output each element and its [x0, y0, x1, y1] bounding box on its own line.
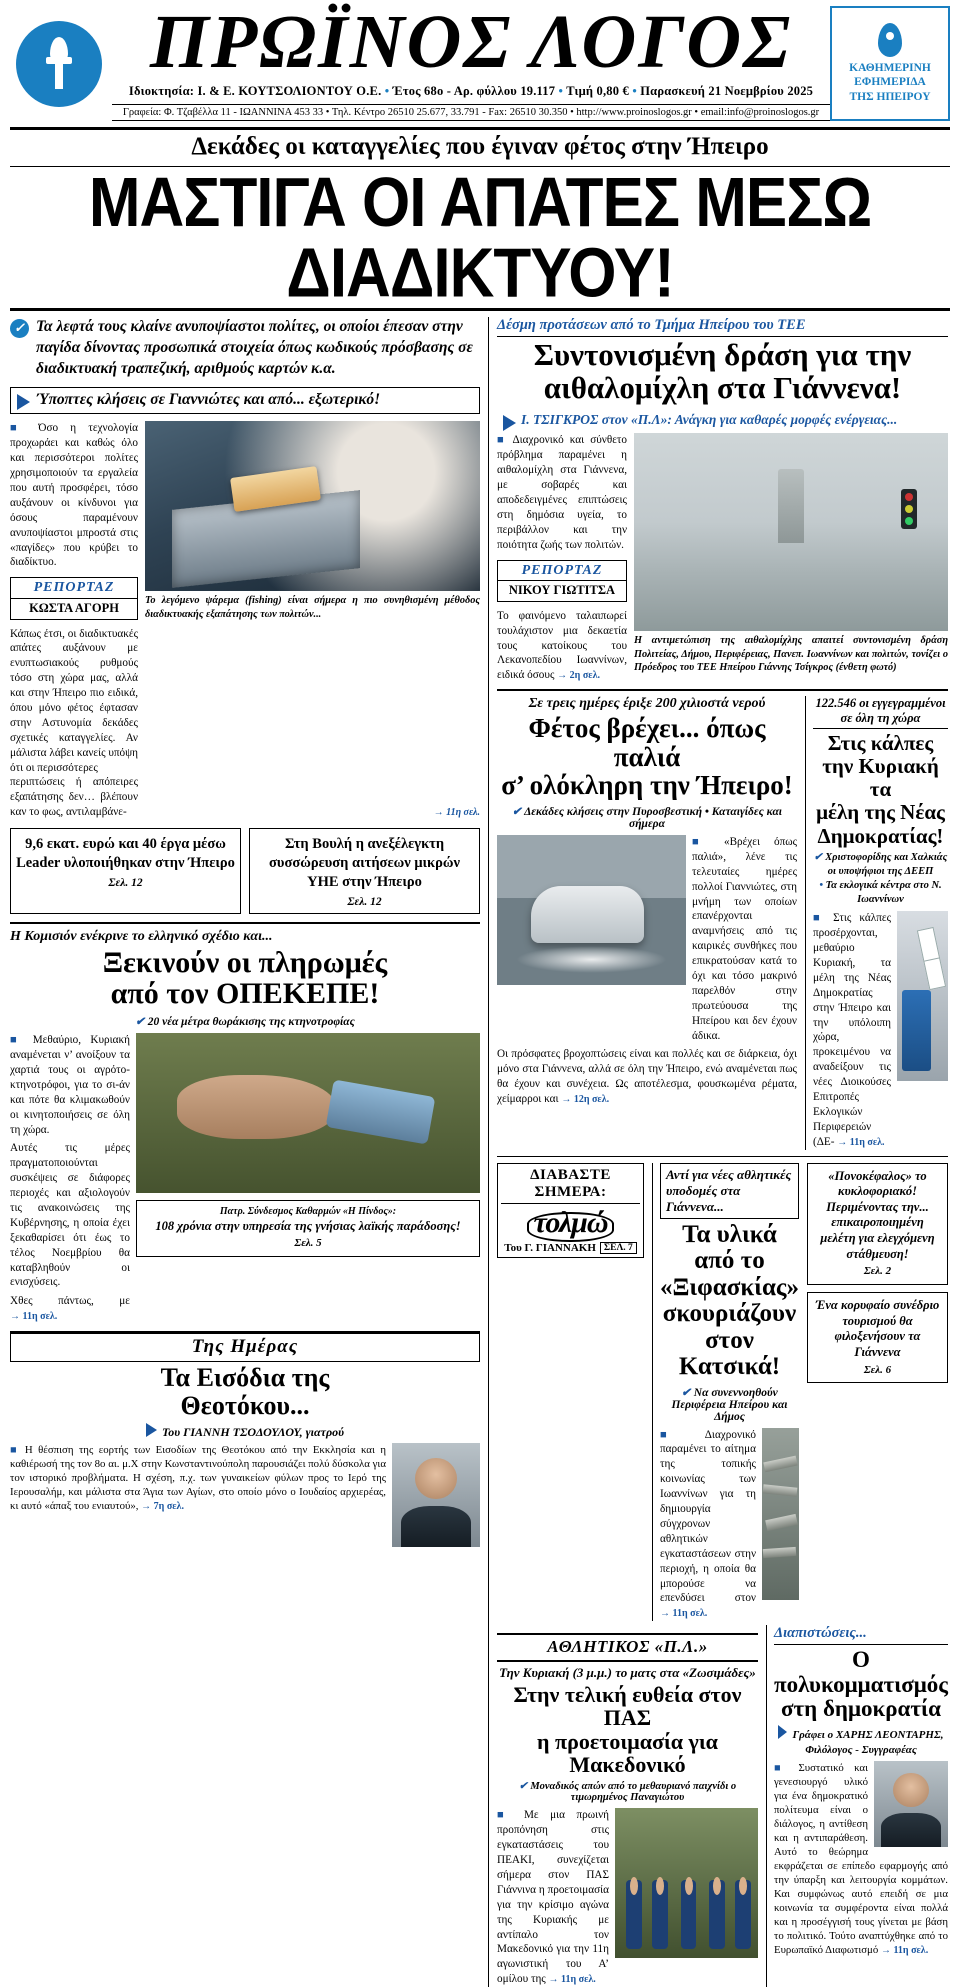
story-tee: [497, 317, 948, 684]
headline: Ο πολυκομματισμός στη δημοκρατία: [773, 1647, 949, 1721]
photo-online-fraud: [145, 421, 480, 591]
headline: Συντονισμένη δράση για την αιθαλομίχλη στα Γιάννενα!: [533, 336, 912, 405]
headline: Στην τελική ευθεία στον ΠΑΣ η προετοιμασία για Μακεδονικό: [513, 1682, 742, 1778]
paragraph: ■ Όσο η τεχνολογία προχωράει και καθώς όλο και περισσότεροι πολίτες χρησιμοποιούν τα εργαλεία που αυτή προσφέρει, τόσο αυξάνουν οι κίνδυνοι για όσους παραμένουν ανυποψίαστοι μπροστά στις «παγίδες» που κρύβει το διαδίκτυο.: [10, 422, 139, 569]
continue-link[interactable]: → 12η σελ.: [561, 1094, 610, 1106]
opekepe-text: [10, 1033, 130, 1324]
photo-author-portrait: [874, 1761, 948, 1847]
lead-subheadline: Ύποπτες κλήσεις σε Γιαννιώτες και από... εξωτερικό!: [10, 387, 480, 414]
play-triangle-icon: [17, 394, 30, 410]
kicker: Αντί για νέες αθλητικές υποδομές στα Γιάννενα...: [660, 1163, 799, 1219]
reportaz-label: ΡΕΠΟΡΤΑΖ: [498, 562, 626, 582]
rain-text: [692, 835, 797, 1043]
price: Τιμή 0,80 €: [566, 84, 629, 99]
reportaz-author: ΝΙΚΟΥ ΓΙΩΤΙΤΣΑ: [508, 583, 616, 598]
paragraph: Οι πρόσφατες βροχοπτώσεις είναι και πολλές και σε διάρκεια, όχι μόνο στα Γιάννενα, αλλά σε όλη την Ήπειρο, ενώ αναμένεται πως θα έχουν και συνέχεια. Ως αποτέλεσμα, φουσκωμένα ρέματα, χείμαρροι και → 12η σελ.: [497, 1048, 797, 1106]
story-rain: [497, 696, 797, 1149]
torch-icon: [42, 37, 76, 91]
reportaz-box: [10, 577, 138, 619]
badge-line-3: ΤΗΣ ΗΠΕΙΡΟΥ: [849, 90, 931, 103]
reportaz-label: ΡΕΠΟΡΤΑΖ: [11, 579, 137, 599]
kicker: Την Κυριακή (3 μ.μ.) το ματς στα «Ζωσιμάδες»: [499, 1665, 756, 1681]
diavaste-header: ΔΙΑΒΑΣΤΕ ΣΗΜΕΡΑ:: [501, 1167, 640, 1204]
continue-link[interactable]: → 11η σελ.: [10, 1311, 58, 1323]
subheadline: Ι. ΤΣΙΓΚΡΟΣ στον «Π.Λ»: Ανάγκη για καθαρές μορφές ενέργειας...: [497, 412, 948, 428]
photo-foggy-city: [634, 433, 948, 631]
paragraph: Αυτές τις μέρες πραγματοποιούνται συσκέψεις σε διάφορες περιοχές και αξιολογούν τις ανακοινώσεις της Κυβέρνησης, η οποία έχει ξεκαθαρίσει ότι έως το τέλος Νοεμβρίου θα καταβληθούν οι ενισχύσεις.: [10, 1142, 130, 1289]
story-athlitikos: [497, 1625, 758, 1987]
logo: [10, 6, 108, 121]
main-headline: ΜΑΣΤΙΓΑ ΟΙ ΑΠΑΤΕΣ ΜΕΣΩ ΔΙΑΔΙΚΤΥΟΥ!: [88, 164, 872, 313]
main-story: [10, 421, 480, 775]
photo-rusting-materials: [762, 1428, 799, 1600]
headline: Τα υλικά από το «Ξιφασκίας» σκουριάζουν στον Κατσικά!: [660, 1220, 799, 1381]
kicker: 122.546 οι εγγεγραμμένοι σε όλη τη χώρα: [813, 696, 948, 729]
paragraph: ■ Μεθαύριο, Κυριακή αναμένεται ν’ ανοίξουν τα χαρτιά τους οι αγρότο-κτηνοτρόφοι, για το σι-άν και πότε θα κλιμακωθούν οι κινητοποιήσεις σε όλη τη χώρα.: [10, 1034, 130, 1136]
box-small-hydro[interactable]: Στη Βουλή η ανεξέλεγκτη συσσώρευση αιτήσεων μικρών ΥΗΕ στην Ήπειρο Σελ. 12: [249, 828, 480, 913]
paragraph: Το φαινόμενο ταλαιπωρεί τουλάχιστον μια δεκαετία τους κατοίκους του Λεκανοπεδίου Ιωαννίνων, ειδικά όσους → 2η σελ.: [497, 609, 627, 682]
photo-caption: Η αντιμετώπιση της αιθαλομίχλης απαιτεί συντονισμένη δράση Πολιτείας, Δήμου, Περιφέρειας, Πανεπ. Ιωαννίνων και πολιτών, τονίζει ο Πρόεδρος του ΤΕΕ Ηπείρου Γιάννης Τσίγκρος (ένθετη φωτό): [634, 635, 948, 674]
right-column: [488, 317, 948, 1987]
box-traffic[interactable]: «Πονοκέφαλος» το κυκλοφοριακό! Περιμένοντας την... επικαιροποιημένη μελέτη για ελεγχόμενη στάθμευση! Σελ. 2: [807, 1163, 948, 1286]
main-story-photo-block: [145, 421, 480, 775]
diavaste-simera: [497, 1163, 644, 1622]
kicker: Η Κομισιόν ενέκρινε το ελληνικό σχέδιο και...: [10, 928, 273, 944]
check-icon: ✓: [10, 319, 29, 338]
photo-farmer-hands: [136, 1033, 480, 1193]
paragraph: ■ «Βρέχει όπως παλιά», λένε τις τελευταίες ημέρες πολλοί Γιαννιώτες, στη μνήμη των οποίων επανέρχονται αναμνήσεις από τις καιρικές συνθήκες που επικρατούσαν κατά το όχι και τόσο μακρινό παρελθόν στην πρωτεύουσα της Ηπείρου και δεν έχουν άδικα.: [692, 836, 798, 1042]
page-ref: Σελ. 12: [347, 895, 382, 908]
box-pindos-anniversary[interactable]: Πατρ. Σύνδεσμος Καθαρμών «Η Πίνδος»: 108 χρόνια στην υπηρεσία της γνήσιας λαϊκής παράδοσης! Σελ. 5: [136, 1200, 480, 1257]
nd-text: [813, 911, 891, 1149]
publish-date: Παρασκευή 21 Νοεμβρίου 2025: [640, 84, 814, 99]
paragraph: ■ Διαχρονικό παραμένει το αίτημα της τοπικής κοινωνίας των Ιωαννίνων για τη δημιουργία σύγχρονων αθλητικών εγκαταστάσεων στην περιοχή, η οποία θα μπορούσε να επενδύσει στον → 11η σελ.: [660, 1428, 756, 1620]
left-column: [10, 317, 480, 1987]
bullet-line: ✔ 20 νέα μέτρα θωράκισης της κτηνοτροφίας: [135, 1016, 355, 1029]
tee-text: [497, 433, 627, 683]
main-story-col-1: [10, 421, 138, 775]
torch-logo-icon: [16, 21, 102, 107]
page-title: ΠΡΩΪΝΟΣ ΛΟΓΟΣ: [149, 0, 793, 84]
page-ref: Σελ. 12: [108, 876, 143, 889]
continue-link[interactable]: → 11η σελ.: [880, 1945, 929, 1957]
xifaskias-text: [660, 1428, 756, 1622]
tolmo-logo: τολμώ: [527, 1204, 613, 1242]
continue-link[interactable]: → 7η σελ.: [141, 1501, 184, 1513]
headline: Στις κάλπες την Κυριακή τα μέλη της Νέας Δημοκρατίας!: [816, 731, 945, 848]
article-body: ■ Συστατικό και γενεσιουργό υλικό για ένα δημοκρατικό πολίτευμα είναι ο διάλογος, η αντίθεση και η αντιπαράθεση. Αυτό το θεώρημα εκφράζεται σε επίπεδο εφαρμογής από την ύπαρξη και λειτουργία κομμάτων. Και συμφώνως αυτό επειδή σε μια κοινωνία τα συμφέροντα είναι πολλά και η προσέγγισή τους γίνεται με βάση το πολιτικό. Τούτο αναπτύχθηκε από το Ευρωπαϊκό Διαφωτισμό → 11η σελ.: [773, 1761, 948, 1957]
masthead: [10, 0, 950, 121]
photo-car-in-rain: [497, 835, 686, 985]
byline: Του ΓΙΑΝΝΗ ΤΣΟΔΟΥΛΟΥ, γιατρού: [10, 1423, 480, 1440]
arrow-icon: [146, 1423, 157, 1437]
continue-link[interactable]: → 2η σελ.: [557, 670, 600, 682]
play-triangle-icon: [503, 415, 516, 431]
paragraph: ■ Διαχρονικό και σύνθετο πρόβλημα παραμένει η αιθαλομίχλη στα Γιάννενα, με σοβαρές και αποδεδειγμένες επιπτώσεις στη δημόσια υγεία, το περιβάλλον και την ποιότητα ζωής των πολιτών.: [497, 434, 627, 551]
photo-author-portrait: [392, 1443, 480, 1547]
story-diapistoseis: [766, 1625, 948, 1987]
location-pin-icon: [878, 23, 902, 57]
year-issue: Έτος 68ο - Αρ. φύλλου 19.117: [392, 84, 556, 99]
daily-badge: [830, 6, 950, 121]
column-title: Της Ημέρας: [10, 1333, 480, 1362]
opekepe-photo-block: [136, 1033, 480, 1324]
diavaste-box[interactable]: [497, 1163, 644, 1258]
minibox-pre: Πατρ. Σύνδεσμος Καθαρμών «Η Πίνδος»:: [219, 1206, 397, 1218]
headline: Φέτος βρέχει... όπως παλιά σ’ ολόκληρη την Ήπειρο!: [501, 713, 793, 801]
headline: Τα Εισόδια της Θεοτόκου...: [160, 1363, 330, 1420]
paragraph: ■ Στις κάλπες προσέρχονται, μεθαύριο Κυριακή, τα μέλη της Νέας Δημοκρατίας στην Ήπειρο και την υπόλοιπη χώρα, προκειμένου να αναδείξουν τις νέες Διοικούσες Επιτροπές Εκλογικών Περιφερειών (ΔΕ- → 11η σελ.: [813, 912, 891, 1148]
small-boxes: [10, 828, 480, 913]
badge-line-2: ΕΦΗΜΕΡΙΔΑ: [854, 76, 926, 89]
story-nd: [805, 696, 948, 1149]
rain-text-2: [497, 1047, 797, 1107]
story-opekepe: [10, 929, 480, 1325]
continue-link[interactable]: → 11η σελ.: [660, 1608, 708, 1620]
box-tourism-conference[interactable]: Ένα κορυφαίο συνέδριο τουρισμού θα φιλοξενήσουν τα Γιάννενα Σελ. 6: [807, 1292, 948, 1383]
paragraph: Χθες πάντως, με → 11η σελ.: [10, 1295, 130, 1323]
byline: Γράφει ο ΧΑΡΗΣ ΛΕΟΝΤΑΡΗΣ, Φιλόλογος - Συγγραφέας: [774, 1725, 948, 1757]
article-body: ■ Η θέσπιση της εορτής των Εισοδίων της Θεοτόκου από την Εκκλησία και η καθιέρωσή της τον 8ο αι. μ.Χ στην Κωνσταντινούπολη παρουσιάζει πολύ δύσκολα για τον ιστορικό προβλήματα. Η σχέση, π.χ. των γυναικείων φύλων προς το Ιερό της Ιερουσαλήμ, και μάλιστα στα Άγια των Αγίων, στο οποίο μόνο ο Ιουδαίος αρχιερέας, κι αυτό «άπαξ του ενιαυτού», → 7η σελ.: [10, 1443, 480, 1513]
photo-training-session: [615, 1808, 758, 1958]
bullet-line: ✔ Δεκάδες κλήσεις στην Πυροσβεστική • Καταιγίδες και σήμερα: [511, 806, 782, 831]
banner-kicker: Δεκάδες οι καταγγελίες που έγιναν φέτος στην Ήπειρο: [10, 127, 950, 167]
athlitikos-text: [497, 1808, 609, 1987]
photo-ballot-box: [897, 911, 948, 1081]
reportaz-box: [497, 560, 627, 602]
page-ref: Σελ. 6: [863, 1363, 892, 1376]
bullet-line: ✔ Μοναδικός απών από το μεθαυριανό παιχνίδι ο τιμωρημένος Παναγιώτου: [518, 1781, 737, 1804]
paragraph: περιπτώσεις ή απόπειρες εξαπάτησης δεν… βλέπουν καν το φως, αντιλαμβάνε-: [10, 776, 138, 819]
kicker: Δέσμη προτάσεων από το Τμήμα Ηπείρου του ΤΕΕ: [497, 317, 948, 337]
continue-link[interactable]: → 11η σελ.: [837, 1136, 885, 1148]
badge-line-1: ΚΑΘΗΜΕΡΙΝΗ: [849, 62, 931, 75]
contact-line: Γραφεία: Φ. Τζαβέλλα 11 - ΙΩΑΝΝΙΝΑ 453 33 • Τηλ. Κέντρο 26510 25.677, 33.791 - Fax: 26510 30.350 • http://www.proinoslogos.gr • email:info@proinoslogos.gr: [112, 104, 830, 121]
reportaz-author: ΚΩΣΤΑ ΑΓΟΡΗ: [29, 600, 119, 615]
paragraph: ■ Με μια πρωινή προπόνηση στις εγκαταστάσεις του ΠΕΑΚΙ, συνεχίζεται σήμερα στον ΠΑΣ Γιάννινα η προετοιμασία για την κρίσιμο αγώνα της Κυριακής με αντίπαλο τον Μακεδονικό για την 11η αγωνιστική του Α’ ομίλου της → 11η σελ.: [497, 1809, 609, 1986]
story-xifaskias: [652, 1163, 799, 1622]
masthead-subline: Ιδιοκτησία: Ι. & Ε. ΚΟΥΤΣΟΛΙΟΝΤΟΥ Ο.Ε. • Έτος 68ο - Αρ. φύλλου 19.117 • Τιμή 0,80 € • Παρασκευή 21 Νοεμβρίου 2025: [128, 84, 814, 99]
arrow-icon: [778, 1725, 787, 1739]
kicker: Διαπιστώσεις...: [774, 1625, 948, 1645]
owner-line: Ιδιοκτησία: Ι. & Ε. ΚΟΥΤΣΟΛΙΟΝΤΟΥ Ο.Ε.: [128, 84, 382, 99]
kicker: Σε τρεις ημέρες έριξε 200 χιλιοστά νερού: [528, 696, 766, 712]
diavaste-author: Του Γ. ΓΙΑΝΝΑΚΗ: [504, 1241, 596, 1254]
mini-boxes: [807, 1163, 948, 1622]
photo-caption: Το λεγόμενο ψάρεμα (fishing) είναι σήμερα η πιο συνηθισμένη μέθοδος διαδικτυακής εξαπάτησης των πολιτών...: [145, 595, 480, 620]
lead-paragraph: ✓ Τα λεφτά τους κλαίνε ανυποψίαστοι πολίτες, οι οποίοι έπεσαν στην παγίδα δίνοντας προσωπικά στοιχεία όπως κωδικούς πρόσβασης σε διαδικτυακή τραπεζική, αριθμούς καρτών κ.α.: [10, 317, 480, 380]
page-ref: Σελ. 2: [863, 1265, 892, 1278]
tee-photo-block: [634, 433, 948, 683]
continue-link[interactable]: → 11η σελ.: [433, 807, 480, 819]
bullet-lines: ✔ Χριστοφορίδης και Χαλκιάς οι υποψήφιοι της ΔΕΕΠ • Τα εκλογικά κέντρα στο Ν. Ιωαννίνων: [813, 851, 948, 906]
section-bar-sports: ΑΘΛΗΤΙΚΟΣ «Π.Λ.»: [497, 1633, 758, 1662]
main-columns: [10, 317, 950, 1987]
continue-link[interactable]: → 11η σελ.: [548, 1974, 596, 1986]
box-leader-projects[interactable]: 9,6 εκατ. ευρώ και 40 έργα μέσω Leader υλοποιήθηκαν στην Ήπειρο Σελ. 12: [10, 828, 241, 913]
bullet-line: ✔ Να συνεννοηθούν Περιφέρεια Ηπείρου και Δήμος: [671, 1386, 788, 1423]
page-ref[interactable]: ΣΕΛ. 7: [600, 1242, 637, 1254]
page-ref: Σελ. 5: [294, 1237, 322, 1250]
story-tis-imeras: [10, 1333, 480, 1513]
headline: Ξεκινούν οι πληρωμές από τον ΟΠΕΚΕΠΕ!: [102, 945, 388, 1011]
paragraph: Κάπως έτσι, οι διαδικτυακές απάτες αυξάνουν με ενυπτωσιακούς ρυθμούς τόσο στη χώρα μας, αλλά και στην Ήπειρο πιο ειδικά, όπου μόνο φέτος έφτασαν στην Αστυνομία δεκάδες σχετικές καταγγελίες. Αν μάλιστα λάβει κανείς υπόψη ότι οι περισσότερες: [10, 627, 138, 774]
title-block: [108, 0, 830, 121]
